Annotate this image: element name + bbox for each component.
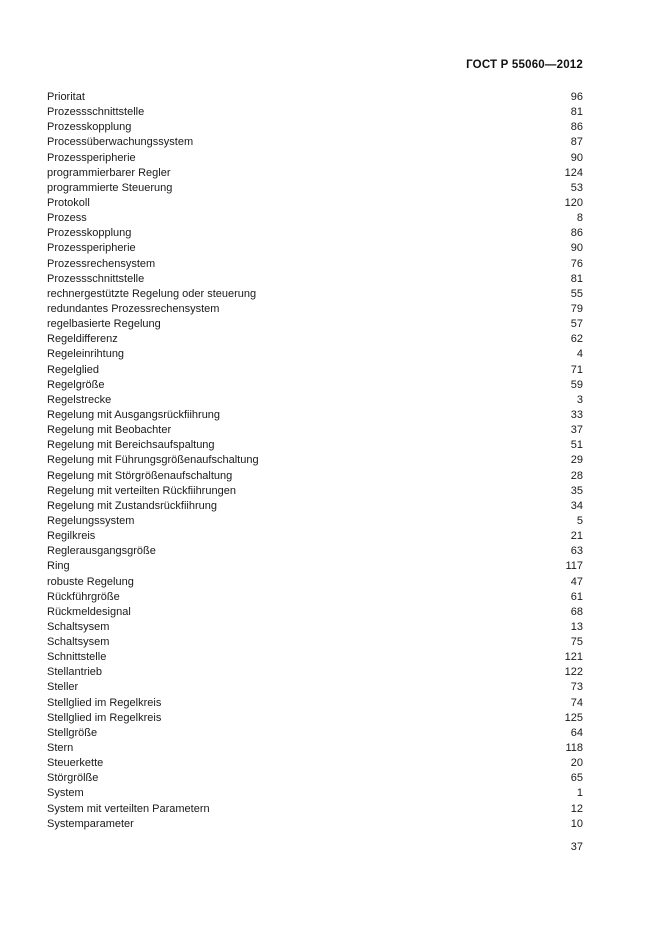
index-page-number: 81 [570,272,583,285]
index-page-number: 47 [570,575,583,588]
index-entry-row [47,120,583,135]
index-term: Schnittstelle [47,651,107,664]
index-entry-row [47,166,583,181]
index-term: Stellantrieb [47,666,103,679]
index-page-number: 96 [570,91,583,103]
index-term: redundantes Prozessrechensystem [47,302,220,315]
index-page-number: 121 [564,651,583,664]
index-term: Steuerkette [47,757,104,770]
index-page-number: 4 [576,348,583,361]
index-page-number: 63 [570,545,583,558]
index-entry-row [47,105,583,120]
index-entry-row [47,711,583,726]
index-entry-row [47,363,583,378]
index-term: Protokoll [47,196,90,209]
index-page-number: 51 [570,439,583,452]
index-entry-row [47,317,583,332]
index-term: Prozessschnittstelle [47,106,145,119]
index-term: Stellglied im Regelkreis [47,696,162,709]
index-term: Prioritat [47,91,85,103]
index-term: Rückführgröße [47,590,120,603]
index-page-number: 71 [570,363,583,376]
index-entry-row [47,181,583,196]
index-entry-row [47,469,583,484]
index-entry-row [47,211,583,226]
index-entry-row [47,802,583,817]
index-page-number: 59 [570,378,583,391]
index-entry-row [47,151,583,166]
index-page-number: 90 [570,151,583,164]
index-entry-row [47,680,583,695]
index-page-number: 124 [564,166,583,179]
index-term: Ring [47,560,70,573]
page-number: 37 [570,841,583,853]
index-page-number: 21 [570,530,583,543]
index-page-number: 90 [570,242,583,255]
index-term: Regelstrecke [47,393,112,406]
index-term: Schaltsysem [47,636,110,649]
index-term: Prozesskopplung [47,121,132,134]
index-page-number: 73 [570,681,583,694]
index-term: Prozessrechensystem [47,257,156,270]
index-term: Stern [47,742,74,755]
index-term: Rückmeldesignal [47,605,131,618]
index-entry-row [47,786,583,801]
index-term: Regeldifferenz [47,333,118,346]
index-page-number: 65 [570,772,583,785]
index-page-number: 20 [570,757,583,770]
document-header: ГОСТ Р 55060—2012 [466,59,583,71]
index-term: Regeleinrihtung [47,348,125,361]
index-entry-row [47,590,583,605]
index-page-number: 87 [570,136,583,149]
index-term: Regelung mit Beobachter [47,424,172,437]
index-entry-row [47,302,583,317]
index-term: Reglerausgangsgröße [47,545,156,558]
index-entry-row [47,514,583,529]
index-term: System [47,787,84,800]
index-term: Systemparameter [47,817,134,830]
index-entry-row [47,529,583,544]
index-term: Prozessschnittstelle [47,272,145,285]
index-page-number: 5 [576,514,583,527]
index-term: Regelung mit Führungsgrößenaufschaltung [47,454,259,467]
index-term: Regelglied [47,363,99,376]
index-page-number: 29 [570,454,583,467]
index-page-number: 86 [570,121,583,134]
index-term: regelbasierte Regelung [47,318,161,331]
index-entry-row [47,438,583,453]
index-term: Regelungssystem [47,514,135,527]
index-term: Prozesskopplung [47,227,132,240]
index-term: Regilkreis [47,530,96,543]
index-page-number: 68 [570,605,583,618]
index-entry-row [47,756,583,771]
index-entry-row [47,196,583,211]
index-page-number: 62 [570,333,583,346]
index-page-number: 117 [565,560,583,573]
index-page-number: 75 [570,636,583,649]
index-page-number: 55 [570,287,583,300]
index-entry-row [47,347,583,362]
index-term: Prozess [47,212,87,225]
index-page-number: 122 [564,666,583,679]
index-entry-row [47,696,583,711]
index-term: Processüberwachungssystem [47,136,194,149]
index-list [47,90,583,832]
index-entry-row [47,665,583,680]
index-term: robuste Regelung [47,575,134,588]
index-term: Prozessperipherie [47,151,136,164]
index-entry-row [47,423,583,438]
index-term: programmierbarer Regler [47,166,171,179]
index-entry-row [47,605,583,620]
index-page-number: 86 [570,227,583,240]
index-entry-row [47,241,583,256]
index-page-number: 61 [570,590,583,603]
index-page-number: 74 [570,696,583,709]
index-entry-row [47,484,583,499]
index-entry-row [47,620,583,635]
index-term: programmierte Steuerung [47,181,173,194]
index-term: Schaltsysem [47,620,110,633]
index-page-number: 28 [570,469,583,482]
index-entry-row [47,90,583,105]
index-term: Regelung mit Bereichsaufspaltung [47,439,215,452]
index-entry-row [47,453,583,468]
index-entry-row [47,499,583,514]
index-term: Regelung mit verteilten Rückfiihrungen [47,484,236,497]
index-entry-row [47,378,583,393]
index-entry-row [47,332,583,347]
index-entry-row [47,135,583,150]
index-term: rechnergestützte Regelung oder steuerung [47,287,257,300]
index-term: Steller [47,681,79,694]
index-page-number: 3 [576,393,583,406]
index-entry-row [47,635,583,650]
index-entry-row [47,817,583,832]
index-term: System mit verteilten Parametern [47,802,210,815]
index-term: Stellgröße [47,726,98,739]
index-term: Regelung mit Ausgangsrückfiihrung [47,408,221,421]
index-page-number: 34 [570,499,583,512]
index-term: Stellglied im Regelkreis [47,711,162,724]
index-term: Störgrölße [47,772,99,785]
index-page-number: 33 [570,408,583,421]
index-page-number: 57 [570,318,583,331]
index-entry-row [47,257,583,272]
index-page-number: 125 [564,711,583,724]
index-entry-row [47,544,583,559]
index-page-number: 35 [570,484,583,497]
index-page-number: 10 [570,817,583,830]
index-page-number: 8 [576,212,583,225]
index-entry-row [47,226,583,241]
index-term: Regelung mit Zustandsrückfiihrung [47,499,217,512]
index-page-number: 76 [570,257,583,270]
index-page-number: 37 [570,424,583,437]
index-term: Prozessperipherie [47,242,136,255]
index-entry-row [47,741,583,756]
index-entry-row [47,393,583,408]
index-page-number: 1 [576,787,583,800]
index-entry-row [47,559,583,574]
index-entry-row [47,287,583,302]
index-page-number: 64 [570,726,583,739]
index-entry-row [47,771,583,786]
index-page-number: 79 [570,302,583,315]
index-page-number: 12 [570,802,583,815]
index-page-number: 53 [570,181,583,194]
index-page-number: 118 [565,742,583,755]
index-term: Regelgröße [47,378,105,391]
index-entry-row [47,650,583,665]
index-page-number: 120 [564,196,583,209]
index-entry-row [47,272,583,287]
index-page-number: 81 [570,106,583,119]
index-term: Regelung mit Störgrößenaufschaltung [47,469,233,482]
index-entry-row [47,575,583,590]
index-entry-row [47,726,583,741]
index-entry-row [47,408,583,423]
index-page-number: 13 [570,620,583,633]
